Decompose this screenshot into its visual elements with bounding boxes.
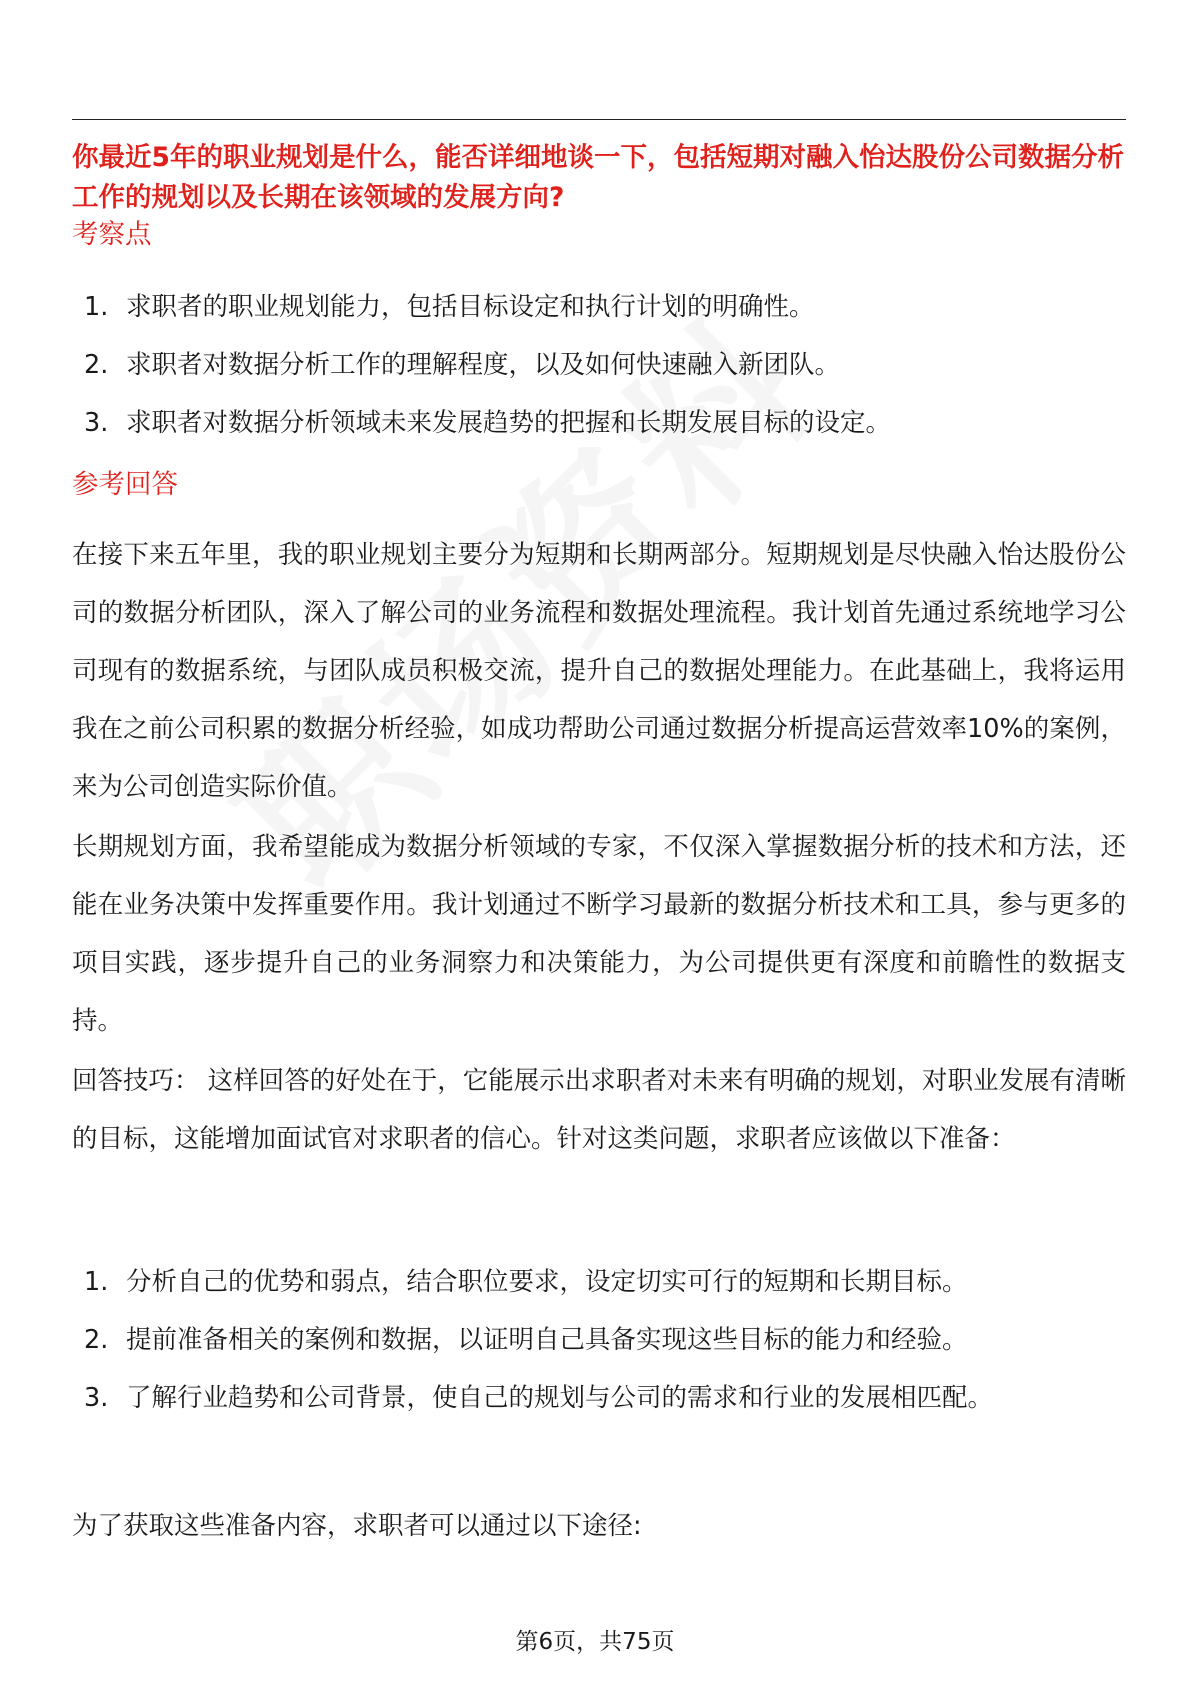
answer-paragraph-1: 在接下来五年里，我的职业规划主要分为短期和长期两部分。短期规划是尽快融入怡达股份公司的数据分析团队，深入了解公司的业务流程和数据处理流程。我计划首先通过系统地学习公司现有的数据系统，与团队成员积极交流，提升自己的数据处理能力。在此基础上，我将运用我在之前公司积累的数据分析经验，如成功帮助公司通过数据分析提高运营效率10%的案例，来为公司创造实际价值。 xyxy=(72,540,1126,802)
page-footer: 第6页，共75页 xyxy=(515,1629,675,1655)
answer-paragraph-2: 长期规划方面，我希望能成为数据分析领域的专家，不仅深入掌握数据分析的技术和方法，还能在业务决策中发挥重要作用。我计划通过不断学习最新的数据分析技术和工具，参与更多的项目实践，逐步提升自己的业务洞察力和决策能力，为公司提供更有深度和前瞻性的数据支持。 xyxy=(72,832,1126,1036)
tips-list xyxy=(84,1262,1124,1436)
list-number: 3. xyxy=(84,1383,109,1413)
list-number: 1. xyxy=(84,1267,109,1297)
list-text: 分析自己的优势和弱点，结合职位要求，设定切实可行的短期和长期目标。 xyxy=(126,1267,968,1297)
tips-closing: 为了获取这些准备内容，求职者可以通过以下途径: xyxy=(72,1511,642,1541)
list-number: 1. xyxy=(84,292,109,322)
list-text: 提前准备相关的案例和数据，以证明自己具备实现这些目标的能力和经验。 xyxy=(126,1325,968,1355)
tips-paragraph: 回答技巧： 这样回答的好处在于，它能展示出求职者对未来有明确的规划，对职业发展有清晰的目标，这能增加面试官对求职者的信心。针对这类问题，求职者应该做以下准备： xyxy=(72,1066,1126,1154)
question-heading: 你最近5年的职业规划是什么，能否详细地谈一下，包括短期对融入怡达股份公司数据分析工作的规划以及长期在该领域的发展方向? xyxy=(72,142,1124,213)
answer-title: 参考回答 xyxy=(72,469,178,500)
list-item xyxy=(84,1320,1124,1378)
exam-points-title: 考察点 xyxy=(72,219,152,250)
list-item xyxy=(84,403,1124,461)
list-text: 求职者的职业规划能力，包括目标设定和执行计划的明确性。 xyxy=(126,292,815,322)
list-item xyxy=(84,1378,1124,1436)
list-item xyxy=(84,287,1124,345)
list-item xyxy=(84,345,1124,403)
exam-points-list xyxy=(84,287,1124,461)
list-number: 2. xyxy=(84,1325,109,1355)
list-text: 了解行业趋势和公司背景，使自己的规划与公司的需求和行业的发展相匹配。 xyxy=(126,1383,994,1413)
top-divider xyxy=(72,119,1126,120)
list-text: 求职者对数据分析领域未来发展趋势的把握和长期发展目标的设定。 xyxy=(126,408,892,438)
list-text: 求职者对数据分析工作的理解程度，以及如何快速融入新团队。 xyxy=(126,350,841,380)
list-number: 2. xyxy=(84,350,109,380)
list-number: 3. xyxy=(84,408,109,438)
list-item xyxy=(84,1262,1124,1320)
